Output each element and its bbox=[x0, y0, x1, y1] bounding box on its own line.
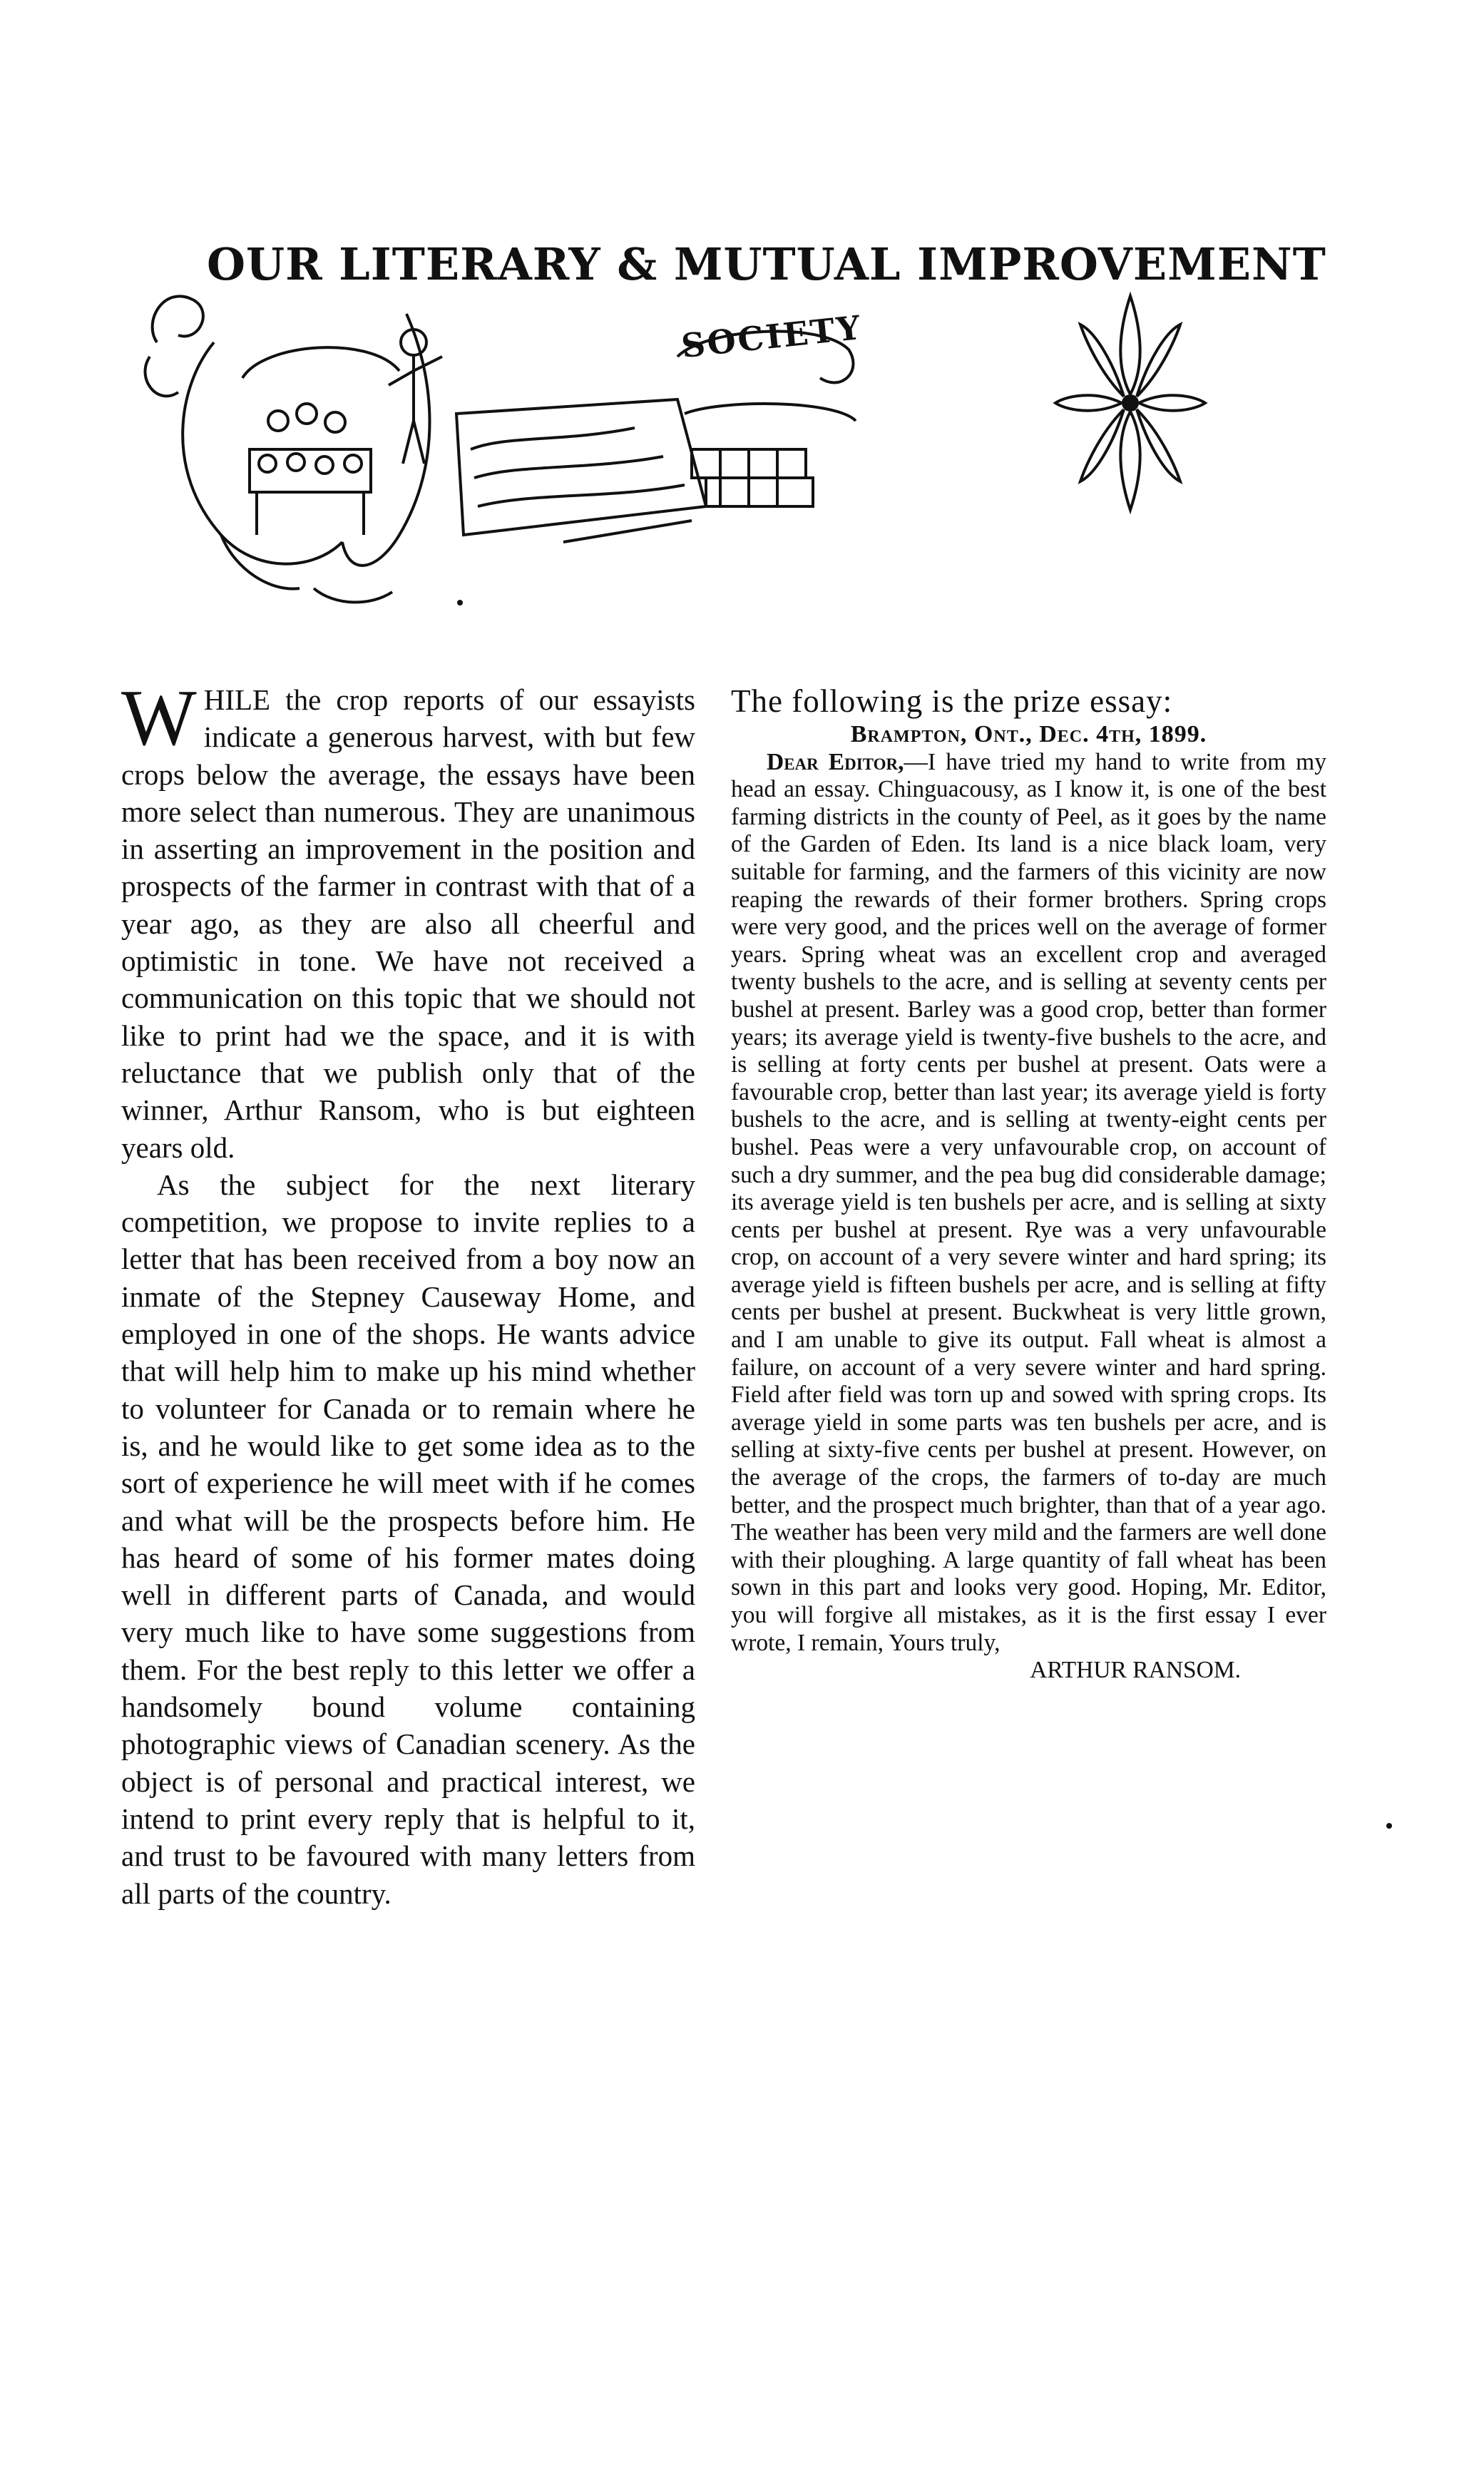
prize-essay-intro: The following is the prize essay: bbox=[731, 683, 1173, 719]
society-word: SOCIETY bbox=[679, 307, 864, 366]
editorial-paragraph-1-text: HILE the crop reports of our essayists indicate a generous harvest, with but few crops below the average, the essays have been more select than numerous. They are unanimous in asserting an improvement in the position and prospects of the farmer in contrast with that of a year ago, as they are also all cheerful and optimistic in tone. We have not received a communication on this topic that we should not like to print had we the space, and it is with reluctance that we publish only that of the winner, Arthur Ransom, who is but eighteen years old. bbox=[121, 683, 695, 1164]
left-column bbox=[121, 674, 695, 1912]
margin-dot bbox=[1386, 1823, 1392, 1829]
editorial-paragraph-2: As the subject for the next literary competition, we propose to invite replies to a letter that has been received from a boy now an inmate of the Stepney Causeway Home, and employed in one of the shops. He wants advice that will help him to make up his mind whether to volunteer for Canada or to remain where he is, and he would like to get some idea as to the sort of experience he will meet with if he comes and what will be the prospects before him. He has heard of some of his former mates doing well in different parts of Canada, and would very much like to have some suggestions from them. For the best reply to this letter we offer a handsomely bound volume containing photographic views of Canadian scenery. As the object is of personal and practical interest, we intend to print every reply that is helpful to it, and trust to be favoured with many letters from all parts of the country. bbox=[121, 1168, 695, 1910]
rosette-ornament bbox=[1048, 285, 1212, 521]
society-title: OUR LITERARY & MUTUAL IMPROVEMENT bbox=[207, 238, 1326, 290]
essay-body-text: —I have tried my hand to write from my head an essay. Chinguacousy, as I know it, is one of the best farming districts in the county of Peel, as it goes by the name of the Garden of Eden. Its land is a nice black loam, very suitable for farming, and the farmers of this vicinity are now reaping the rewards of their former brothers. Spring crops were very good, and the prices well on the average of former years. Spring wheat was an excellent crop and averaged twenty bushels to the acre, and is selling at seventy cents per bushel at present. Barley was a good crop, better than former years; its average yield is twenty-five bushels to the acre, and is selling at forty cents per bushel at present. Oats were a favourable crop, better than last year; its average yield is forty bushels to the acre, and is selling at twenty-eight cents per bushel. Peas were a very unfavourable crop, on account of such a dry summer, and the pea bug did considerable damage; its average yield is ten bushels per acre, and is selling at sixty cents per bushel at present. Rye was a very unfavourable crop, on account of a very severe winter and hard spring; its average yield is fifteen bushels per acre, and is selling at fifty cents per bushel at present. Buckwheat is very little grown, and I am unable to give its output. Fall wheat is almost a failure, on account of a very severe winter and hard spring. Field after field was torn up and sowed with spring crops. Its average yield in some parts was ten bushels per acre, and is selling at sixty-five cents per bushel at present. However, on the average of the crops, the farmers of to-day are much better, and the prospect much brighter, than that of a year ago. The weather has been very mild and the farmers are well done with their ploughing. A large quantity of fall wheat has been sown in this part and looks very good. Hoping, Mr. Editor, you will forgive all mistakes, as it is the first essay I ever wrote, I remain, Yours truly, bbox=[731, 748, 1326, 1656]
ornament-dot bbox=[457, 600, 463, 606]
essay-signoff: ARTHUR RANSOM. bbox=[1030, 1657, 1241, 1684]
essay-dateline: Brampton, Ont., Dec. 4th, 1899. bbox=[850, 721, 1207, 747]
society-header-engraving bbox=[135, 235, 934, 635]
essay-salutation: Dear Editor, bbox=[767, 748, 904, 775]
essay-body bbox=[731, 749, 1326, 1658]
editorial-paragraph-1 bbox=[121, 674, 695, 1166]
drop-cap: W bbox=[121, 674, 197, 762]
right-column bbox=[731, 681, 1326, 1685]
